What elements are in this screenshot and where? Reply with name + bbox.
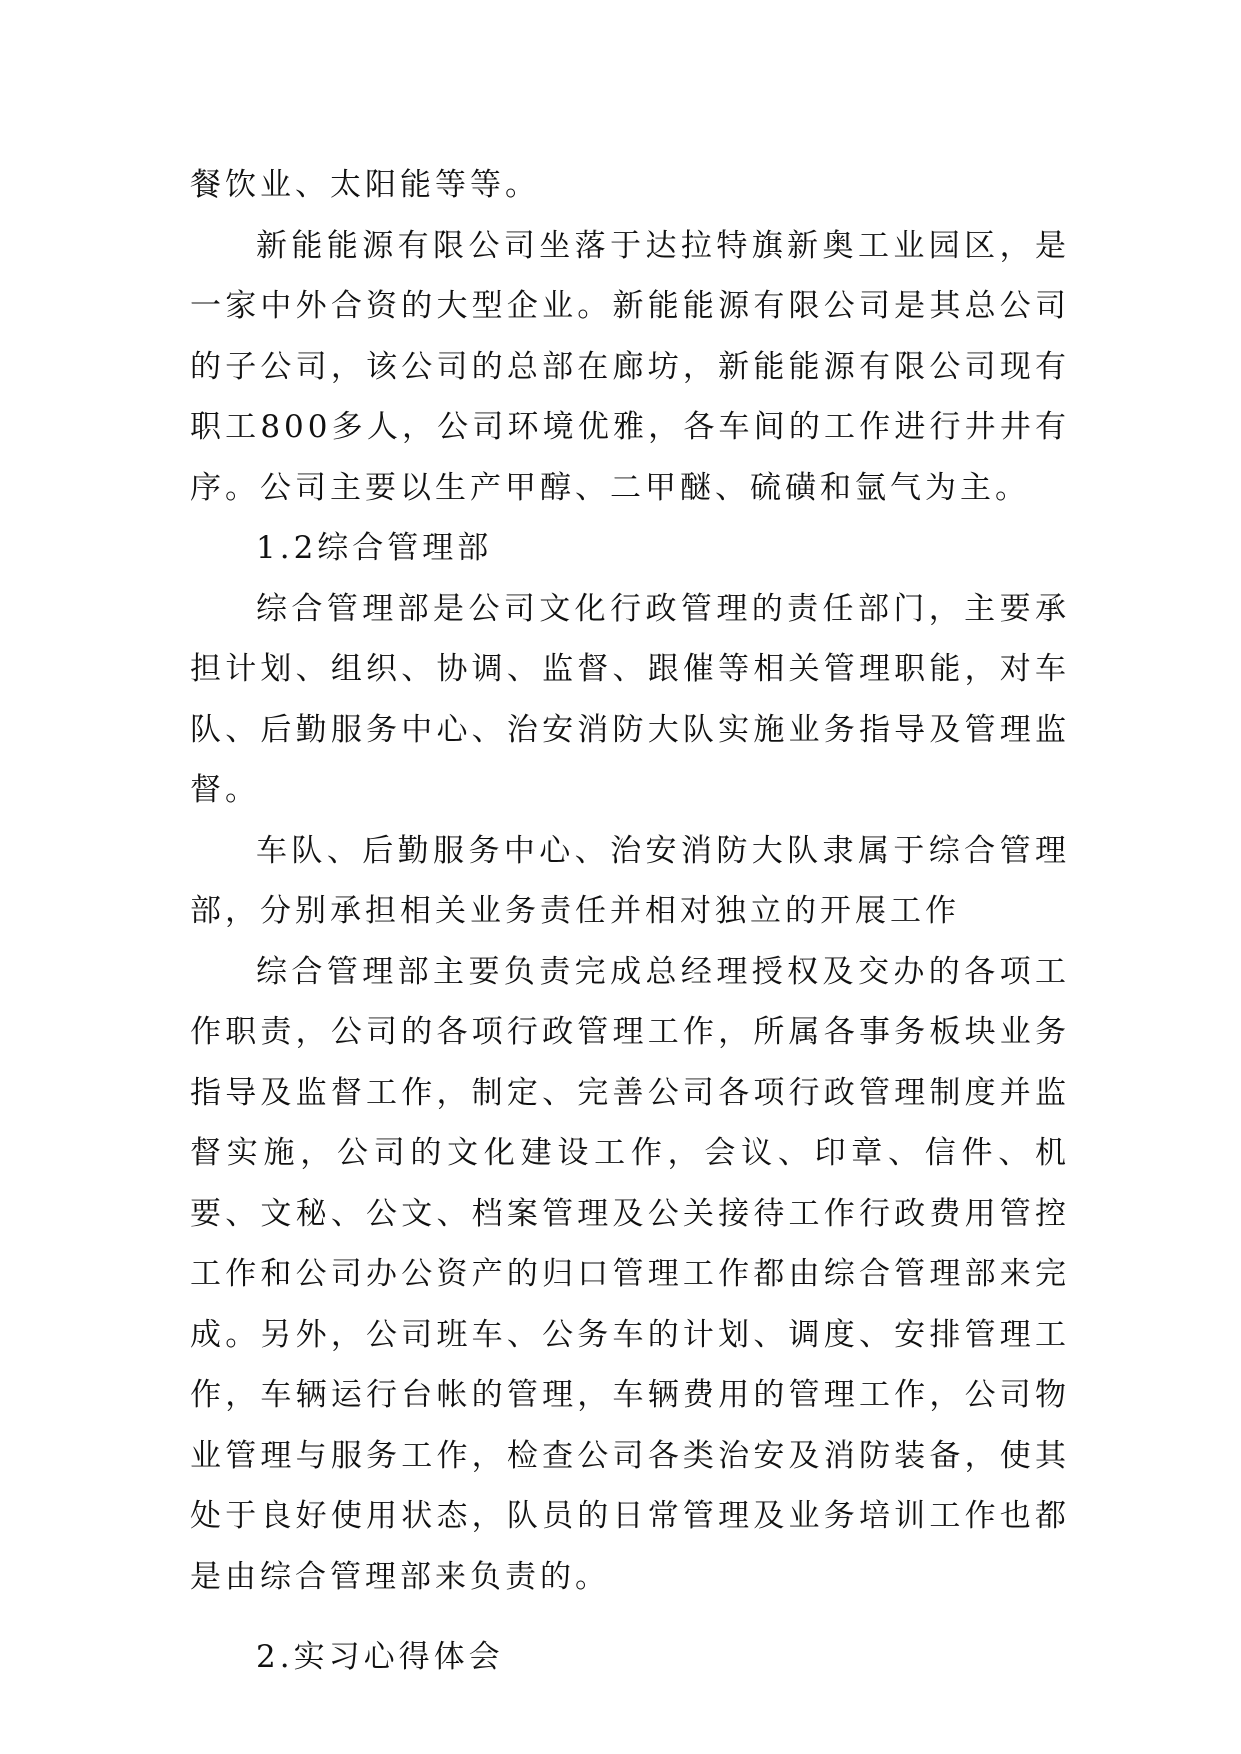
document-body — [190, 155, 1070, 1688]
paragraph-department-duties: 综合管理部主要负责完成总经理授权及交办的各项工作职责，公司的各项行政管理工作，所属各事务板块业务指导及监督工作，制定、完善公司各项行政管理制度并监督实施，公司的文化建设工作，会议、印章、信件、机要、文秘、公文、档案管理及公关接待工作行政费用管控工作和公司办公资产的归口管理工作都由综合管理部来完成。另外，公司班车、公务车的计划、调度、安排管理工作，车辆运行台帐的管理，车辆费用的管理工作，公司物业管理与服务工作，检查公司各类治安及消防装备，使其处于良好使用状态，队员的日常管理及业务培训工作也都是由综合管理部来负责的。 — [190, 953, 1070, 1595]
paragraph-continuation: 餐饮业、太阳能等等。 — [190, 167, 540, 203]
paragraph-subordinate-units: 车队、后勤服务中心、治安消防大队隶属于综合管理部，分别承担相关业务责任并相对独立的开展工作 — [190, 832, 1070, 929]
section-heading-1-2: 1.2综合管理部 — [256, 530, 493, 566]
paragraph-department-role: 综合管理部是公司文化行政管理的责任部门，主要承担计划、组织、协调、监督、跟催等相关管理职能，对车队、后勤服务中心、治安消防大队实施业务指导及管理监督。 — [190, 590, 1070, 808]
paragraph-company-intro: 新能能源有限公司坐落于达拉特旗新奥工业园区，是一家中外合资的大型企业。新能能源有限公司是其总公司的子公司，该公司的总部在廊坊，新能能源有限公司现有职工800多人，公司环境优雅，各车间的工作进行井井有序。公司主要以生产甲醇、二甲醚、硫磺和氩气为主。 — [190, 227, 1070, 506]
section-heading-2: 2.实习心得体会 — [256, 1639, 504, 1675]
